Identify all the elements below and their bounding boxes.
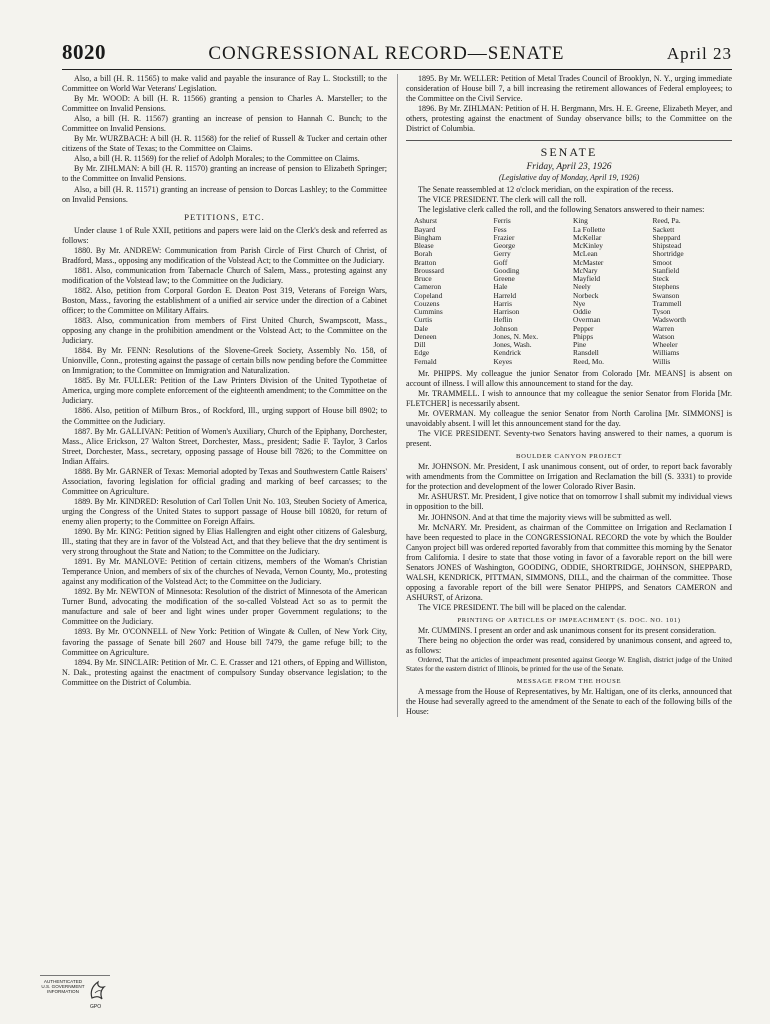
petition-paragraph: 1882. Also, petition from Corporal Gordon E. Deaton Post 319, Veterans of Foreign Wars, Boston, Mass., favoring the establishment of a unified air service under the direction of a Cabinet officer; to the Committee on Military Affairs. — [62, 285, 387, 315]
petitions-continued — [406, 74, 732, 134]
senator-name: Cameron — [414, 282, 442, 292]
senator-name: Bayard — [414, 224, 436, 234]
boulder-paragraph: Mr. ASHURST. Mr. President, I give notice that on tomorrow I shall submit my individual views in opposition to the bill. — [406, 492, 732, 512]
boulder-paragraph: Mr. JOHNSON. And at that time the majority views will be submitted as well. — [418, 512, 672, 522]
senator-name: Bruce — [414, 274, 432, 284]
gpo-authentication-stamp — [40, 975, 110, 1014]
petitions-list — [62, 226, 387, 688]
boulder-canyon-section — [406, 462, 732, 613]
senator-name: Curtis — [414, 315, 433, 325]
gpo-label: GPO — [90, 1004, 102, 1010]
petition-paragraph: 1890. By Mr. KING: Petition signed by Elias Hallengren and eight other citizens of Galesburg, Ill., stating that they are in favor of the Volstead Act, and that they believe that the dry sentiment is very strong throughout the State and Nation; to the Committee on the Judiciary. — [62, 527, 387, 557]
stamp-line: AUTHENTICATED — [43, 979, 83, 984]
text-columns — [62, 74, 732, 717]
senate-paragraph: The VICE PRESIDENT. The clerk will call the roll. — [418, 195, 587, 205]
bill-paragraph: Also, a bill (H. R. 11569) for the relief of Adolph Morales; to the Committee on Claims. — [74, 154, 360, 164]
announcement-paragraph: Mr. OVERMAN. My colleague the senior Senator from North Carolina [Mr. SIMMONS] is unavoidably absent. I will let this announcement stand for the day. — [406, 409, 732, 429]
stamp-text — [40, 979, 86, 994]
petition-paragraph: 1893. By Mr. O'CONNELL of New York: Petition of Wingate & Cullen, of New York City, favoring the passage of Senate bill 2607 and House bill 7479, the game refuge bill; to the Committee on Agriculture. — [62, 627, 387, 657]
petition-paragraph: 1886. Also, petition of Milburn Bros., of Rockford, Ill., urging support of House bill 8902; to the Committee on the Judiciary. — [62, 406, 387, 426]
senator-name: Couzens — [414, 298, 440, 308]
bill-paragraph: By Mr. WURZBACH: A bill (H. R. 11568) for the relief of Russell & Tucker and certain other citizens of the State of Texas; to the Committee on Claims. — [62, 134, 387, 154]
boulder-paragraph: Mr. JOHNSON. Mr. President, I ask unanimous consent, out of order, to report back favorably with amendments from the Committee on Irrigation and Reclamation the bill (S. 3331) to provide for the protection and development of the lower Colorado River Basin. — [406, 462, 732, 492]
petitions-heading: PETITIONS, ETC. — [184, 211, 265, 222]
impeachment-heading: PRINTING OF ARTICLES OF IMPEACHMENT (S. DOC. NO. 101) — [457, 617, 681, 624]
senator-name: Sheppard — [652, 232, 681, 242]
senator-name: Nye — [573, 298, 586, 308]
senator-name: Harris — [493, 298, 512, 308]
senator-name: Harreld — [493, 290, 517, 300]
roll-call-column — [494, 217, 574, 366]
senator-name: Bratton — [414, 257, 437, 267]
senator-name: Willis — [652, 356, 671, 366]
senator-name: Borah — [414, 249, 433, 259]
senator-name: Phipps — [573, 331, 594, 341]
bill-paragraph: By Mr. ZIHLMAN: A bill (H. R. 11570) granting an increase of pension to Elizabeth Springer; to the Committee on Invalid Pensions. — [62, 164, 387, 184]
senator-name: Norbeck — [573, 290, 599, 300]
senator-name: Steck — [652, 274, 669, 284]
left-column — [62, 74, 387, 717]
senator-name: Warren — [652, 323, 675, 333]
roll-call-column — [653, 217, 733, 366]
senator-name: Stanfield — [652, 265, 680, 275]
senator-name: McNary — [573, 265, 598, 275]
senator-name: Pine — [573, 340, 587, 350]
senator-name: Ransdell — [573, 348, 599, 358]
senator-name: McMaster — [573, 257, 604, 267]
senator-name: Copeland — [414, 290, 443, 300]
petition-paragraph: 1881. Also, communication from Tabernacle Church of Salem, Mass., protesting against any modification of the Volstead law; to the Committee on the Judiciary. — [62, 265, 387, 285]
petition-paragraph: 1888. By Mr. GARNER of Texas: Memorial adopted by Texas and Southwestern Cattle Raisers' Association, favoring legislation for official grading and marking of beef carcasses; to the Committee on Agriculture. — [62, 466, 387, 496]
petition-paragraph: Under clause 1 of Rule XXII, petitions and papers were laid on the Clerk's desk and referred as follows: — [62, 225, 387, 245]
message-heading: MESSAGE FROM THE HOUSE — [516, 678, 622, 686]
senator-name: Frazier — [493, 232, 515, 242]
senator-name: Overman — [573, 315, 601, 325]
boulder-paragraph: The VICE PRESIDENT. The bill will be placed on the calendar. — [418, 602, 627, 612]
petition-paragraph: 1891. By Mr. MANLOVE: Petition of certain citizens, members of the Woman's Christian Temperance Union, and members of six of the churches of Nevada, Vernon County, Mo., protesting against any modification of the Volstead Act; to the Committee on the Judiciary. — [62, 557, 387, 587]
roll-call-column — [573, 217, 653, 366]
house-message: A message from the House of Representatives, by Mr. Haltigan, one of its clerks, announced that the House had severally agreed to the amendment of the Senate to each of the following bills of the House: — [406, 687, 732, 717]
senator-name: Pepper — [573, 323, 594, 333]
senator-name: Shipstead — [652, 241, 682, 251]
senator-name: Mayfield — [573, 274, 601, 284]
senator-name: Edge — [414, 348, 430, 358]
page-header — [62, 40, 732, 70]
page-title: CONGRESSIONAL RECORD—SENATE — [208, 43, 565, 64]
senator-name: Jones, Wash. — [493, 340, 532, 350]
senator-name: Heflin — [493, 315, 513, 325]
senator-name: Jones, N. Mex. — [493, 331, 539, 341]
senator-name: Bingham — [414, 232, 442, 242]
senator-name: Shortridge — [652, 249, 684, 259]
petition-paragraph: 1880. By Mr. ANDREW: Communication from Parish Circle of First Church of Christ, of Bradford, Mass., opposing any modification of the Volstead Act; to the Committee on the Judiciary. — [62, 245, 387, 265]
petition-paragraph: 1889. By Mr. KINDRED: Resolution of Carl Tollen Unit No. 103, Steuben Society of America, urging the Congress of the United States to support passage of House bill 10820, for return of enemy alien property; to the Committee on Foreign Affairs. — [62, 496, 387, 526]
absence-announcements — [406, 369, 732, 449]
senate-date: Friday, April 23, 1926 — [526, 162, 612, 173]
senator-name: Greene — [493, 274, 515, 284]
petition-paragraph: 1892. By Mr. NEWTON of Minnesota: Resolution of the district of Minnesota of the American Turner Bund, advocating the modification of the so-called Volstead Act so as to permit the manufacture and sale of beer and light wines under proper Government regulations; to the Committee on the Judiciary. — [62, 587, 387, 627]
impeachment-order: Ordered, That the articles of impeachment presented against George W. English, district judge of the United States for the eastern district of Illinois, be printed for the use of the Senate. — [406, 656, 732, 674]
senator-name: Cummins — [414, 307, 443, 317]
senator-name: La Follette — [573, 224, 606, 234]
announcement-paragraph: Mr. PHIPPS. My colleague the junior Senator from Colorado [Mr. MEANS] is absent on account of illness. I will allow this announcement to stand for the day. — [406, 368, 732, 388]
senator-name: Wheeler — [652, 340, 678, 350]
petition-paragraph: 1883. Also, communication from members of First United Church, Swampscott, Mass., opposing any change in the prohibition amendment or the Volstead Act; to the Committee on the Judiciary. — [62, 316, 387, 346]
bill-paragraph: By Mr. WOOD: A bill (H. R. 11566) granting a pension to Charles A. Marsteller; to the Committee on Invalid Pensions. — [62, 94, 387, 114]
bills-list — [62, 74, 387, 205]
senator-name: Oddie — [573, 307, 592, 317]
right-column — [397, 74, 732, 717]
senator-name: Deneen — [414, 331, 437, 341]
petition-paragraph: 1884. By Mr. FENN: Resolutions of the Slovene-Greek Society, Assembly No. 158, of Unionville, Conn., protesting against the passage of certain bills now pending before the Committee on Immigration; to the Committee on Immigration and Naturalization. — [62, 346, 387, 376]
senator-name: Swanson — [652, 290, 680, 300]
announcement-paragraph: Mr. TRAMMELL. I wish to announce that my colleague the senior Senator from Florida [Mr. FLETCHER] is necessarily absent. — [406, 389, 732, 409]
senator-name: McLean — [573, 249, 598, 259]
eagle-icon — [88, 978, 108, 1002]
boulder-canyon-heading: BOULDER CANYON PROJECT — [516, 453, 622, 461]
senator-name: Wadsworth — [652, 315, 686, 325]
stamp-line: INFORMATION — [47, 989, 79, 994]
senator-name: Stephens — [652, 282, 680, 292]
senator-name: Blease — [414, 241, 434, 251]
senator-name: Reed, Pa. — [652, 216, 681, 226]
impeachment-paragraph: There being no objection the order was read, considered by unanimous consent, and agreed to, as follows: — [406, 636, 732, 656]
legislative-day: (Legislative day of Monday, April 19, 1926) — [498, 173, 640, 183]
senator-name: Ferris — [493, 216, 511, 226]
senator-name: Johnson — [493, 323, 518, 333]
petition-paragraph: 1885. By Mr. FULLER: Petition of the Law Printers Division of the United Typothetae of America, urging more complete enforcement of the eighteenth amendment; to the Committee on the Judiciary. — [62, 376, 387, 406]
senator-name: Tyson — [652, 307, 671, 317]
senator-name: Dill — [414, 340, 426, 350]
senator-name: King — [573, 216, 588, 226]
boulder-paragraph: Mr. McNARY. Mr. President, as chairman of the Committee on Irrigation and Reclamation I have been requested to place in the CONGRESSIONAL RECORD the vote by which the Boulder Canyon project bill was ordered reported favorably from that committee this morning by the Senator from California. I desire to state that those voting in favor of a favorable report on the bill were Senators JONES of Washington, GOODING, ODDIE, SHORTRIDGE, JOHNSON, SHEPPARD, WALSH, KENDRICK, PITTMAN, SIMMONS, DILL, and the chairman of the committee. Those opposing a favorable report of the bill were Senator PHIPPS, and Senators CAMERON and ASHURST, of Arizona. — [406, 522, 732, 602]
senator-name: Smoot — [652, 257, 672, 267]
senator-name: Fernald — [414, 356, 437, 366]
announcement-paragraph: The VICE PRESIDENT. Seventy-two Senators having answered to their names, a quorum is present. — [406, 429, 732, 449]
senator-name: Neely — [573, 282, 591, 292]
senator-name: Harrison — [493, 307, 520, 317]
senator-name: McKellar — [573, 232, 602, 242]
senator-name: Watson — [652, 331, 675, 341]
senator-name: Sackett — [652, 224, 675, 234]
senator-name: Dale — [414, 323, 428, 333]
senator-name: George — [493, 241, 516, 251]
opening-paragraphs — [406, 185, 732, 215]
senator-name: Trammell — [652, 298, 682, 308]
bill-paragraph: Also, a bill (H. R. 11565) to make valid and payable the insurance of Ray L. Stockstill; to the Committee on World War Veterans' Legislation. — [62, 74, 387, 94]
roll-call-table — [414, 217, 732, 366]
stamp-line: U.S. GOVERNMENT — [41, 984, 85, 989]
senator-name: Ashurst — [414, 216, 437, 226]
bill-paragraph: Also, a bill (H. R. 11571) granting an increase of pension to Dorcas Lashley; to the Committee on Invalid Pensions. — [62, 184, 387, 204]
senate-paragraph: The legislative clerk called the roll, and the following Senators answered to their names: — [418, 205, 705, 215]
senator-name: Hale — [493, 282, 508, 292]
header-date: April 23 — [666, 44, 732, 63]
petition-paragraph: 1894. By Mr. SINCLAIR: Petition of Mr. C. E. Crasser and 121 others, of Epping and Williston, N. Dak., protesting against the enactment of compulsory Sunday observance legislation; to the Committee on the District of Columbia. — [62, 657, 387, 687]
petition-paragraph: 1887. By Mr. GALLIVAN: Petition of Women's Auxiliary, Church of the Epiphany, Dorchester, Mass., Alice Erickson, 27 Walton Street, Dorchester, Mass., president; Sadie F. Taylor, 3 Carlos Street, Dorchester, Mass., secretary, opposing passage of House bill 7826; to the Committee on Indian Affairs. — [62, 426, 387, 466]
senator-name: Broussard — [414, 265, 444, 275]
petition-paragraph: 1896. By Mr. ZIHLMAN: Petition of H. H. Bergmann, Mrs. H. E. Greene, Elizabeth Meyer, and others, protesting against the enactment of Sunday observance bills; to the Committee on the District of Columbia. — [406, 104, 732, 134]
senator-name: Goff — [493, 257, 508, 267]
senate-heading: SENATE — [406, 140, 732, 160]
senator-name: Fess — [493, 224, 507, 234]
impeachment-paragraph: Mr. CUMMINS. I present an order and ask unanimous consent for its present consideration. — [418, 626, 717, 635]
senator-name: McKinley — [573, 241, 603, 251]
senator-name: Gerry — [493, 249, 511, 259]
senator-name: Kendrick — [493, 348, 521, 358]
senator-name: Gooding — [493, 265, 520, 275]
page-number: 8020 — [62, 40, 106, 64]
roll-call-column — [414, 217, 494, 366]
senator-name: Williams — [652, 348, 680, 358]
petition-paragraph: 1895. By Mr. WELLER: Petition of Metal Trades Council of Brooklyn, N. Y., urging immediate consideration of House bill 7, a bill increasing the retirement allowances of Federal employees; to the Committee on the Civil Service. — [406, 74, 732, 104]
senator-name: Keyes — [493, 356, 512, 366]
senator-name: Reed, Mo. — [573, 356, 604, 366]
impeachment-section — [406, 626, 732, 656]
senate-paragraph: The Senate reassembled at 12 o'clock meridian, on the expiration of the recess. — [418, 185, 674, 195]
bill-paragraph: Also, a bill (H. R. 11567) granting an increase of pension to Hannah C. Bunch; to the Committee on Invalid Pensions. — [62, 114, 387, 134]
